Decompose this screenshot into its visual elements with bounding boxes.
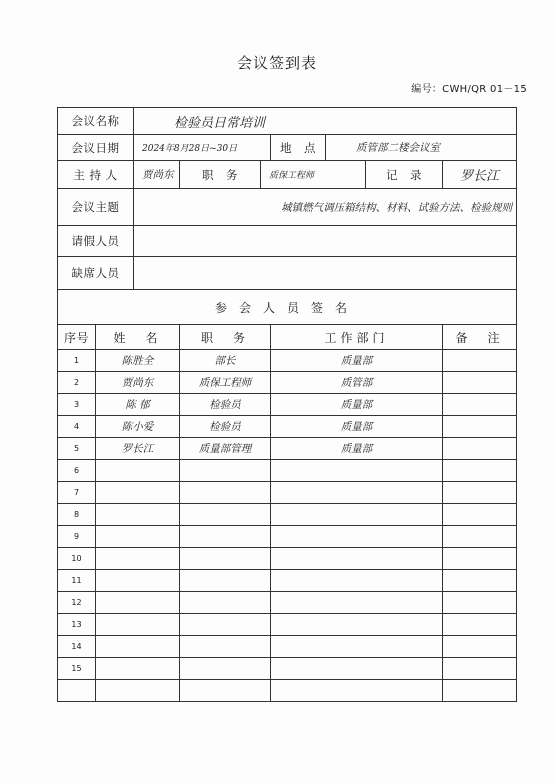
table-row xyxy=(58,526,517,548)
row-dept xyxy=(271,680,443,702)
topic-label: 会议主题 xyxy=(58,189,134,226)
document-number: 编号：CWH/QR 01－15 xyxy=(411,84,527,95)
topic-value: 城镇燃气调压箱结构、材料、试验方法、检验规则 xyxy=(134,189,517,226)
row-duty xyxy=(180,460,271,482)
table-row xyxy=(58,460,517,482)
row-seq: 15 xyxy=(58,658,96,680)
row-duty: 质量部管理 xyxy=(180,438,271,460)
table-row xyxy=(58,438,517,460)
location-value: 质管部二楼会议室 xyxy=(326,135,517,161)
row-note xyxy=(443,680,517,702)
row-duty xyxy=(180,548,271,570)
meeting-name-value: 检验员日常培训 xyxy=(134,108,517,135)
row-dept xyxy=(271,460,443,482)
row-note xyxy=(443,504,517,526)
row-seq: 8 xyxy=(58,504,96,526)
table-row xyxy=(58,372,517,394)
sign-in-table xyxy=(57,107,517,702)
row-duty: 质保工程师 xyxy=(180,372,271,394)
row-note xyxy=(443,614,517,636)
column-header-dept: 工作部门 xyxy=(271,325,443,350)
column-header-duty: 职 务 xyxy=(180,325,271,350)
table-row xyxy=(58,350,517,372)
leave-value xyxy=(134,226,517,257)
row-dept xyxy=(271,592,443,614)
location-label: 地 点 xyxy=(271,135,326,161)
row-seq: 10 xyxy=(58,548,96,570)
row-seq: 13 xyxy=(58,614,96,636)
row-note xyxy=(443,570,517,592)
table-row xyxy=(58,614,517,636)
position-value: 质保工程师 xyxy=(261,161,366,189)
row-name xyxy=(96,680,180,702)
row-duty xyxy=(180,680,271,702)
row-note xyxy=(443,350,517,372)
table-row xyxy=(58,394,517,416)
row-seq: 5 xyxy=(58,438,96,460)
table-row xyxy=(58,504,517,526)
column-header-note: 备 注 xyxy=(443,325,517,350)
row-duty: 检验员 xyxy=(180,394,271,416)
row-seq: 12 xyxy=(58,592,96,614)
row-name xyxy=(96,526,180,548)
position-label: 职 务 xyxy=(180,161,261,189)
row-dept: 质量部 xyxy=(271,416,443,438)
row-seq: 9 xyxy=(58,526,96,548)
table-row xyxy=(58,570,517,592)
row-dept: 质量部 xyxy=(271,350,443,372)
row-dept xyxy=(271,614,443,636)
row-name xyxy=(96,570,180,592)
row-dept xyxy=(271,548,443,570)
row-dept xyxy=(271,482,443,504)
row-note xyxy=(443,482,517,504)
row-name xyxy=(96,482,180,504)
row-name: 陈 郁 xyxy=(96,394,180,416)
row-seq: 6 xyxy=(58,460,96,482)
row-name xyxy=(96,504,180,526)
row-seq xyxy=(58,680,96,702)
row-note xyxy=(443,526,517,548)
row-duty xyxy=(180,504,271,526)
row-name: 贾尚东 xyxy=(96,372,180,394)
row-note xyxy=(443,438,517,460)
recorder-value: 罗长江 xyxy=(443,161,517,189)
row-duty xyxy=(180,658,271,680)
row-duty xyxy=(180,526,271,548)
host-label: 主 持 人 xyxy=(58,161,134,189)
row-dept xyxy=(271,570,443,592)
table-row xyxy=(58,416,517,438)
row-name xyxy=(96,636,180,658)
row-duty: 检验员 xyxy=(180,416,271,438)
table-row xyxy=(58,658,517,680)
absent-value xyxy=(134,257,517,290)
absent-label: 缺席人员 xyxy=(58,257,134,290)
meeting-name-label: 会议名称 xyxy=(58,108,134,135)
row-dept xyxy=(271,658,443,680)
row-name xyxy=(96,614,180,636)
row-duty xyxy=(180,592,271,614)
column-header-seq: 序号 xyxy=(58,325,96,350)
row-note xyxy=(443,460,517,482)
row-dept xyxy=(271,504,443,526)
table-row xyxy=(58,482,517,504)
row-duty xyxy=(180,570,271,592)
row-note xyxy=(443,592,517,614)
row-note xyxy=(443,372,517,394)
row-seq: 4 xyxy=(58,416,96,438)
row-dept xyxy=(271,526,443,548)
row-name xyxy=(96,548,180,570)
page-title: 会议签到表 xyxy=(236,54,317,72)
row-seq: 2 xyxy=(58,372,96,394)
row-dept: 质量部 xyxy=(271,394,443,416)
row-name xyxy=(96,658,180,680)
row-note xyxy=(443,658,517,680)
row-duty xyxy=(180,614,271,636)
row-note xyxy=(443,548,517,570)
row-name xyxy=(96,592,180,614)
recorder-label: 记 录 xyxy=(366,161,443,189)
row-seq: 3 xyxy=(58,394,96,416)
row-note xyxy=(443,636,517,658)
row-seq: 7 xyxy=(58,482,96,504)
row-name: 罗长江 xyxy=(96,438,180,460)
leave-label: 请假人员 xyxy=(58,226,134,257)
row-duty: 部长 xyxy=(180,350,271,372)
attendees-section-title: 参会人员签名 xyxy=(58,290,517,325)
table-row xyxy=(58,680,517,702)
row-note xyxy=(443,394,517,416)
row-dept: 质量部 xyxy=(271,438,443,460)
table-row xyxy=(58,548,517,570)
row-seq: 14 xyxy=(58,636,96,658)
row-dept xyxy=(271,636,443,658)
attendee-rows xyxy=(58,350,517,702)
row-duty xyxy=(180,482,271,504)
row-note xyxy=(443,416,517,438)
row-name: 陈小爱 xyxy=(96,416,180,438)
row-duty xyxy=(180,636,271,658)
table-row xyxy=(58,636,517,658)
row-seq: 1 xyxy=(58,350,96,372)
row-dept: 质管部 xyxy=(271,372,443,394)
host-value: 贾尚东 xyxy=(134,161,180,189)
meeting-date-label: 会议日期 xyxy=(58,135,134,161)
row-seq: 11 xyxy=(58,570,96,592)
meeting-date-value: 2024年8月28日~30日 xyxy=(134,135,271,161)
column-header-name: 姓 名 xyxy=(96,325,180,350)
row-name: 陈胜全 xyxy=(96,350,180,372)
table-row xyxy=(58,592,517,614)
row-name xyxy=(96,460,180,482)
